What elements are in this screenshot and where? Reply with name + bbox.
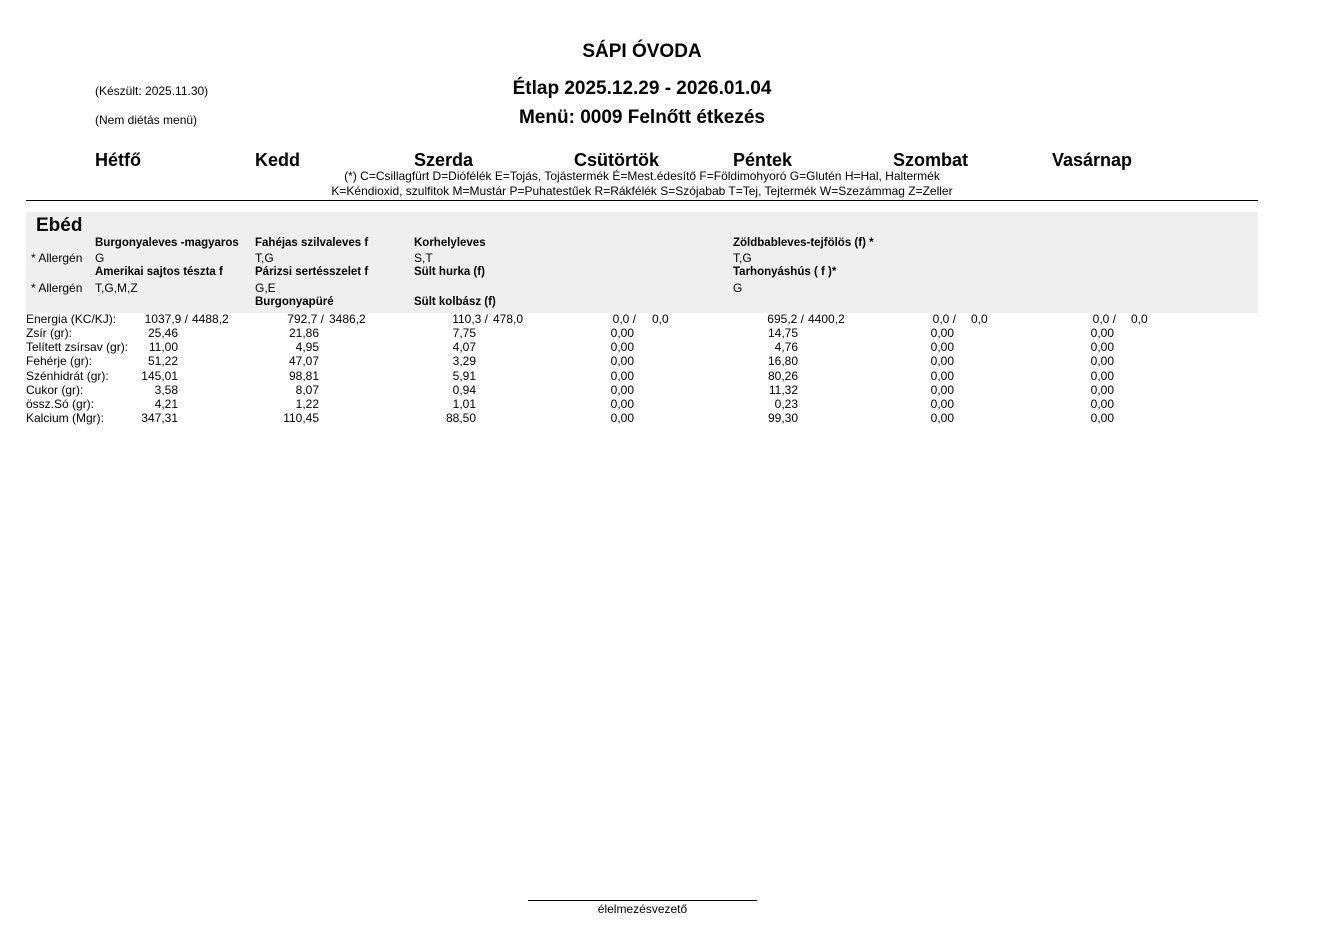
- nutrition-value-salt-wed: 1,01: [452, 397, 476, 411]
- nutrition-value-calcium-thu: 0,00: [610, 411, 634, 425]
- nutrition-value-fat-mon: 25,46: [147, 326, 178, 340]
- day-header-monday: Hétfő: [95, 150, 141, 170]
- day-header-thursday: Csütörtök: [574, 150, 659, 170]
- nutrition-value-carbs-tue: 98,81: [288, 369, 319, 383]
- dish-fri-2: Tarhonyáshús ( f )*: [733, 266, 837, 278]
- nutrition-label-carbs: Szénhidrát (gr):: [26, 369, 109, 383]
- nutrition-value-salt-tue: 1,22: [295, 397, 319, 411]
- signature-line: [528, 900, 757, 901]
- allergen-label-2: * Allergén: [31, 281, 83, 295]
- energy-kj-thu: 0,0: [652, 312, 669, 326]
- day-header-sunday: Vasárnap: [1052, 150, 1133, 170]
- nutrition-value-sugar-sat: 0,00: [930, 383, 954, 397]
- nutrition-value-protein-thu: 0,00: [610, 354, 634, 368]
- dish-tue-2: Párizsi sertésszelet f: [255, 266, 369, 278]
- nutrition-value-sugar-tue: 8,07: [295, 383, 319, 397]
- nutrition-value-sugar-fri: 11,32: [768, 383, 798, 397]
- nutrition-value-protein-sun: 0,00: [1090, 354, 1114, 368]
- allergen-tue-1: T,G: [255, 251, 274, 265]
- nutrition-value-calcium-sat: 0,00: [930, 411, 954, 425]
- day-header-saturday: Szombat: [893, 150, 969, 170]
- nutrition-value-carbs-fri: 80,26: [767, 369, 798, 383]
- nutrition-label-salt: össz.Só (gr):: [26, 397, 95, 411]
- nutrition-value-fat-fri: 14,75: [767, 326, 798, 340]
- nutrition-value-saturated-fri: 4,76: [774, 340, 798, 354]
- dish-mon-1: Burgonyaleves -magyaros: [95, 237, 239, 249]
- nutrition-value-fat-thu: 0,00: [610, 326, 634, 340]
- energy-kc-wed: 110,3 /: [452, 312, 488, 326]
- nutrition-value-saturated-thu: 0,00: [610, 340, 634, 354]
- energy-kj-wed: 478,0: [493, 312, 524, 326]
- allergen-fri-1: T,G: [733, 251, 752, 265]
- nutrition-label-energy: Energia (KC/KJ):: [26, 312, 117, 326]
- energy-kj-tue: 3486,2: [329, 312, 366, 326]
- nutrition-value-protein-tue: 47,07: [288, 354, 319, 368]
- nutrition-label-saturated: Telített zsírsav (gr):: [26, 340, 129, 354]
- dish-wed-2: Sült hurka (f): [414, 266, 485, 278]
- nutrition-value-saturated-sun: 0,00: [1090, 340, 1114, 354]
- nutrition-value-carbs-sun: 0,00: [1090, 369, 1114, 383]
- allergen-fri-2: G: [733, 281, 743, 295]
- nutrition-value-saturated-mon: 11,00: [148, 340, 178, 354]
- nutrition-value-sugar-sun: 0,00: [1090, 383, 1114, 397]
- nutrition-value-fat-sat: 0,00: [930, 326, 954, 340]
- dish-fri-1: Zöldbableves-tejfölös (f) *: [733, 237, 874, 249]
- header-divider: [26, 200, 1258, 201]
- allergen-mon-1: G: [95, 251, 105, 265]
- meal-title: Ebéd: [36, 215, 83, 236]
- energy-kj-mon: 4488,2: [192, 312, 229, 326]
- nutrition-value-sugar-wed: 0,94: [452, 383, 476, 397]
- school-title: SÁPI ÓVODA: [582, 41, 702, 62]
- dish-tue-3: Burgonyapüré: [255, 296, 334, 308]
- energy-kc-fri: 695,2 /: [767, 312, 804, 326]
- nutrition-value-calcium-mon: 347,31: [141, 411, 178, 425]
- nutrition-value-carbs-sat: 0,00: [930, 369, 954, 383]
- nutrition-value-carbs-thu: 0,00: [610, 369, 634, 383]
- dish-mon-2: Amerikai sajtos tészta f: [95, 266, 223, 278]
- energy-kj-sat: 0,0: [971, 312, 988, 326]
- menu-name: Menü: 0009 Felnőtt étkezés: [518, 107, 766, 128]
- nutrition-value-salt-fri: 0,23: [774, 397, 798, 411]
- nutrition-value-protein-wed: 3,29: [452, 354, 476, 368]
- nutrition-value-calcium-fri: 99,30: [767, 411, 798, 425]
- energy-kc-tue: 792,7 /: [287, 312, 324, 326]
- nutrition-label-protein: Fehérje (gr):: [26, 354, 93, 368]
- nutrition-value-fat-wed: 7,75: [452, 326, 476, 340]
- energy-kc-thu: 0,0 /: [612, 312, 636, 326]
- allergen-tue-2: G,E: [255, 281, 276, 295]
- dish-wed-1: Korhelyleves: [414, 237, 486, 249]
- allergen-mon-2: T,G,M,Z: [95, 281, 138, 295]
- nutrition-value-saturated-sat: 0,00: [930, 340, 954, 354]
- nutrition-value-saturated-tue: 4,95: [295, 340, 319, 354]
- dish-wed-3: Sült kolbász (f): [414, 296, 496, 308]
- nutrition-value-protein-mon: 51,22: [147, 354, 178, 368]
- nutrition-value-sugar-thu: 0,00: [610, 383, 634, 397]
- allergen-legend-line2: K=Kéndioxid, szulfitok M=Mustár P=Puhatestűek R=Rákfélék S=Szójabab T=Tej, Tejtermék W=Szezámmag Z=Zeller: [331, 184, 953, 198]
- nutrition-value-protein-fri: 16,80: [767, 354, 798, 368]
- nutrition-value-saturated-wed: 4,07: [452, 340, 476, 354]
- menu-range: Étlap 2025.12.29 - 2026.01.04: [512, 78, 772, 99]
- energy-kc-sun: 0,0 /: [1092, 312, 1116, 326]
- nutrition-value-fat-sun: 0,00: [1090, 326, 1114, 340]
- nutrition-label-calcium: Kalcium (Mgr):: [26, 411, 105, 425]
- nutrition-value-protein-sat: 0,00: [930, 354, 954, 368]
- nutrition-label-sugar: Cukor (gr):: [26, 383, 84, 397]
- nutrition-value-salt-sat: 0,00: [930, 397, 954, 411]
- nutrition-value-salt-mon: 4,21: [154, 397, 178, 411]
- created-date: (Készült: 2025.11.30): [95, 84, 209, 98]
- nutrition-value-calcium-wed: 88,50: [445, 411, 476, 425]
- day-header-wednesday: Szerda: [414, 150, 474, 170]
- energy-kj-fri: 4400,2: [808, 312, 845, 326]
- nutrition-value-carbs-mon: 145,01: [141, 369, 178, 383]
- day-header-friday: Péntek: [733, 150, 793, 170]
- nutrition-value-carbs-wed: 5,91: [452, 369, 476, 383]
- energy-kc-sat: 0,0 /: [932, 312, 956, 326]
- energy-kc-mon: 1037,9 /: [144, 312, 188, 326]
- nutrition-value-salt-sun: 0,00: [1090, 397, 1114, 411]
- energy-kj-sun: 0,0: [1131, 312, 1148, 326]
- nutrition-value-calcium-sun: 0,00: [1090, 411, 1114, 425]
- signature-label: élelmezésvezető: [597, 902, 688, 916]
- allergen-legend-line1: (*) C=Csillagfürt D=Diófélék E=Tojás, Tojástermék É=Mest.édesítő F=Földimohyoró G=Glutén H=Hal, Haltermék: [344, 169, 940, 183]
- allergen-label-1: * Allergén: [31, 251, 83, 265]
- nutrition-value-fat-tue: 21,86: [288, 326, 319, 340]
- allergen-wed-1: S,T: [414, 251, 433, 265]
- nutrition-value-sugar-mon: 3,58: [154, 383, 178, 397]
- day-header-tuesday: Kedd: [255, 150, 300, 170]
- meal-band: [26, 212, 1258, 313]
- nutrition-label-fat: Zsír (gr):: [26, 326, 72, 340]
- dish-tue-1: Fahéjas szilvaleves f: [255, 237, 369, 249]
- nutrition-value-calcium-tue: 110,45: [283, 411, 319, 425]
- diet-note: (Nem diétás menü): [95, 113, 198, 127]
- nutrition-value-salt-thu: 0,00: [610, 397, 634, 411]
